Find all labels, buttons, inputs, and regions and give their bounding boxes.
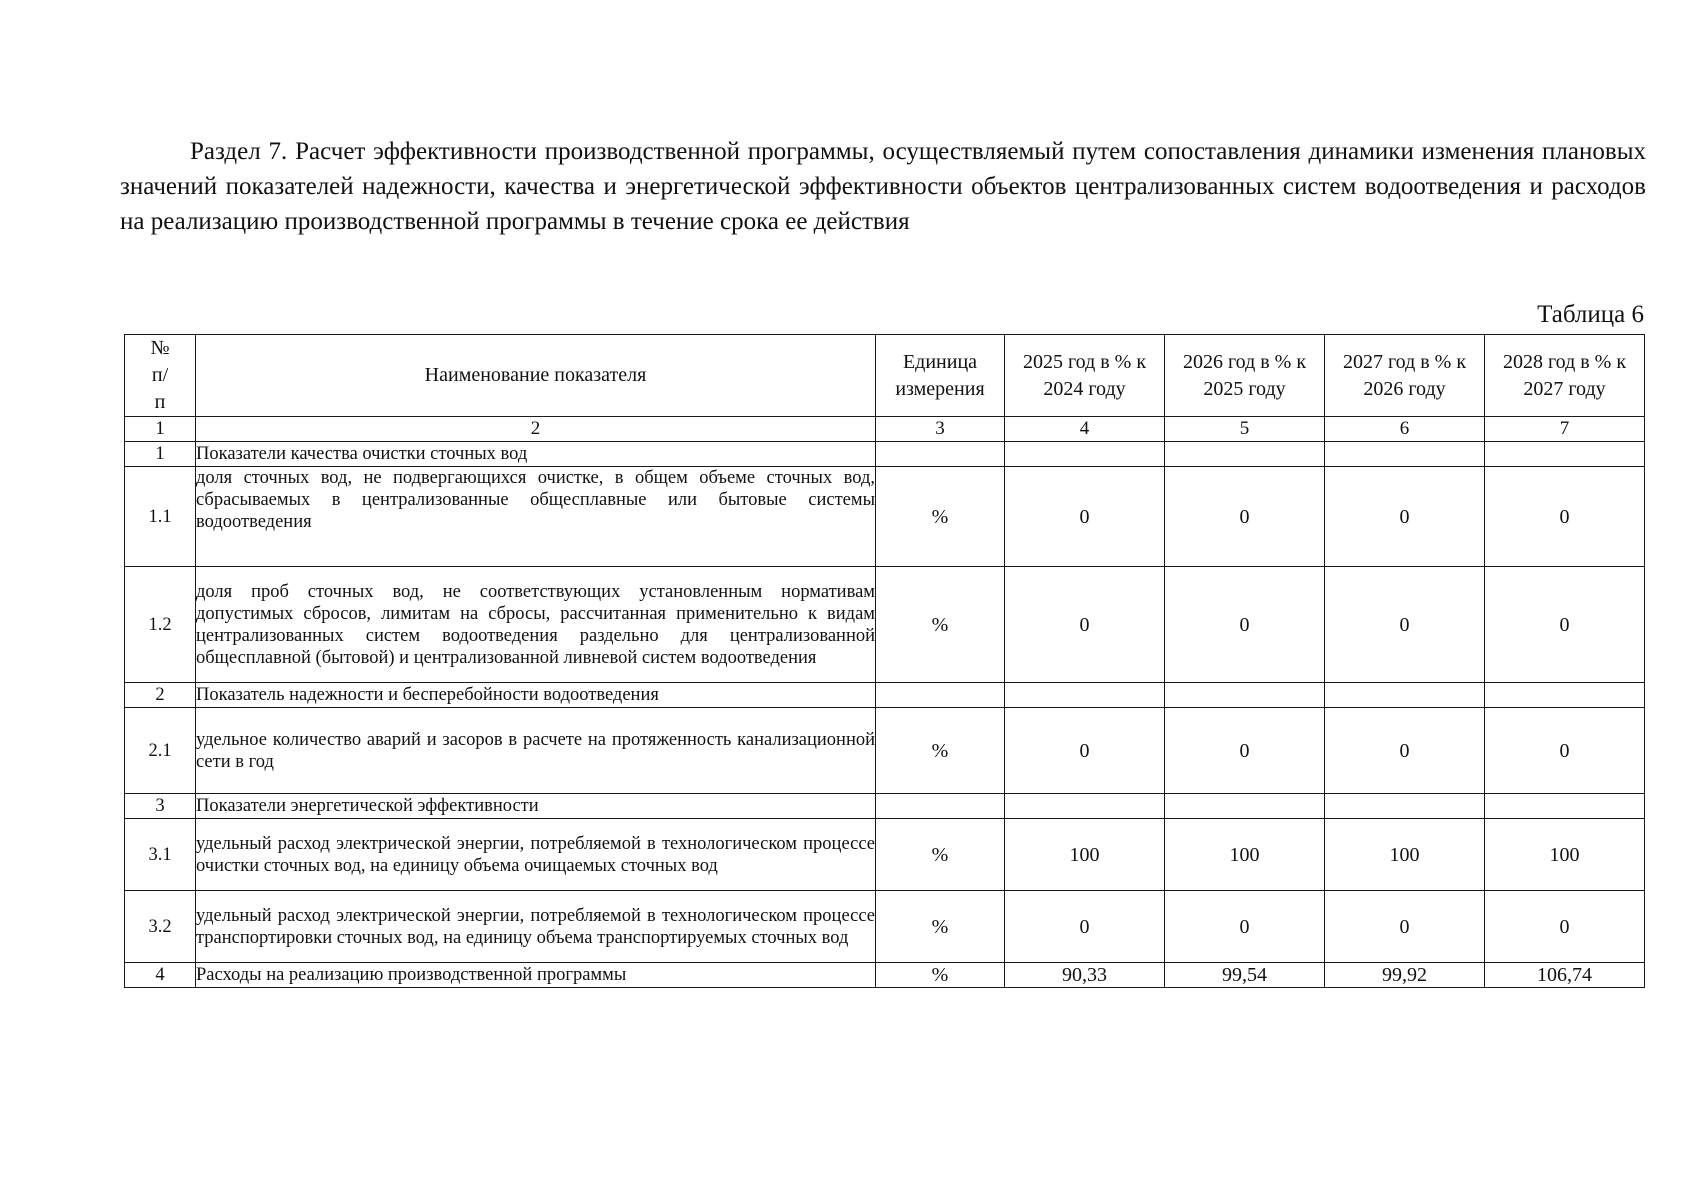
- row-number: 3.1: [125, 819, 196, 891]
- value-2025: 0: [1005, 708, 1165, 794]
- indicator-name: доля проб сточных вод, не соответствующих установленным нормативам допустимых сбросов, лимитам на сбросы, рассчитанная применительно к видам централизованных систем водоотведения раздельно для централизованной общесплавной (бытовой) и централизованной ливневой систем водоотведения: [196, 567, 876, 683]
- table-row: [125, 963, 1645, 988]
- value-2027: 0: [1325, 467, 1485, 567]
- value-2025: [1005, 683, 1165, 708]
- column-number: 6: [1325, 417, 1485, 442]
- value-2028: 0: [1485, 567, 1645, 683]
- indicator-name: доля сточных вод, не подвергающихся очистке, в общем объеме сточных вод, сбрасываемых в централизованные общесплавные или бытовые системы водоотведения: [196, 467, 876, 567]
- table-row: [125, 819, 1645, 891]
- header-2026: 2026 год в % к 2025 году: [1165, 335, 1325, 417]
- value-2026: [1165, 683, 1325, 708]
- indicator-name: Показатели качества очистки сточных вод: [196, 442, 876, 467]
- table-row: [125, 708, 1645, 794]
- value-2026: 99,54: [1165, 963, 1325, 988]
- header-2025: 2025 год в % к 2024 году: [1005, 335, 1165, 417]
- column-number: 5: [1165, 417, 1325, 442]
- unit-cell: %: [876, 891, 1005, 963]
- indicator-name: Показатель надежности и бесперебойности водоотведения: [196, 683, 876, 708]
- value-2028: 100: [1485, 819, 1645, 891]
- unit-cell: %: [876, 708, 1005, 794]
- column-number-row: [125, 417, 1645, 442]
- value-2028: [1485, 683, 1645, 708]
- unit-cell: [876, 442, 1005, 467]
- column-number: 7: [1485, 417, 1645, 442]
- header-2028: 2028 год в % к 2027 году: [1485, 335, 1645, 417]
- row-number: 1: [125, 442, 196, 467]
- value-2025: 90,33: [1005, 963, 1165, 988]
- row-number: 2: [125, 683, 196, 708]
- row-number: 2.1: [125, 708, 196, 794]
- table-caption: Таблица 6: [1537, 301, 1644, 328]
- row-number: 1.1: [125, 467, 196, 567]
- row-number: 3.2: [125, 891, 196, 963]
- row-number: 1.2: [125, 567, 196, 683]
- unit-cell: %: [876, 467, 1005, 567]
- value-2027: 99,92: [1325, 963, 1485, 988]
- table-row-section: [125, 683, 1645, 708]
- column-number: 2: [196, 417, 876, 442]
- header-name: Наименование показателя: [196, 335, 876, 417]
- unit-cell: [876, 683, 1005, 708]
- value-2026: [1165, 794, 1325, 819]
- table-row-section: [125, 794, 1645, 819]
- table-row: [125, 467, 1645, 567]
- indicator-name: удельное количество аварий и засоров в расчете на протяженность канализационной сети в год: [196, 708, 876, 794]
- value-2026: 0: [1165, 891, 1325, 963]
- column-number: 1: [125, 417, 196, 442]
- indicators-table: [124, 334, 1645, 988]
- value-2028: 106,74: [1485, 963, 1645, 988]
- unit-cell: %: [876, 567, 1005, 683]
- value-2027: 0: [1325, 567, 1485, 683]
- indicator-name: удельный расход электрической энергии, потребляемой в технологическом процессе очистки сточных вод, на единицу объема очищаемых сточных вод: [196, 819, 876, 891]
- value-2027: 0: [1325, 708, 1485, 794]
- value-2026: 100: [1165, 819, 1325, 891]
- column-number: 3: [876, 417, 1005, 442]
- value-2028: 0: [1485, 708, 1645, 794]
- value-2025: [1005, 442, 1165, 467]
- value-2027: 0: [1325, 891, 1485, 963]
- header-row: [125, 335, 1645, 417]
- row-number: 3: [125, 794, 196, 819]
- unit-cell: %: [876, 819, 1005, 891]
- value-2028: [1485, 442, 1645, 467]
- header-unit: Единица измерения: [876, 335, 1005, 417]
- column-number: 4: [1005, 417, 1165, 442]
- value-2026: 0: [1165, 467, 1325, 567]
- table-row-section: [125, 442, 1645, 467]
- value-2026: 0: [1165, 708, 1325, 794]
- value-2025: 0: [1005, 467, 1165, 567]
- value-2025: 100: [1005, 819, 1165, 891]
- value-2028: 0: [1485, 891, 1645, 963]
- unit-cell: %: [876, 963, 1005, 988]
- value-2027: [1325, 442, 1485, 467]
- value-2025: 0: [1005, 567, 1165, 683]
- value-2026: 0: [1165, 567, 1325, 683]
- value-2025: [1005, 794, 1165, 819]
- section-heading: Раздел 7. Расчет эффективности производственной программы, осуществляемый путем сопоставления динамики изменения плановых значений показателей надежности, качества и энергетической эффективности объектов централизованных систем водоотведения и расходов на реализацию производственной программы в течение срока ее действия: [120, 138, 1646, 235]
- value-2026: [1165, 442, 1325, 467]
- value-2028: 0: [1485, 467, 1645, 567]
- value-2027: 100: [1325, 819, 1485, 891]
- unit-cell: [876, 794, 1005, 819]
- header-2027: 2027 год в % к 2026 году: [1325, 335, 1485, 417]
- value-2027: [1325, 794, 1485, 819]
- row-number: 4: [125, 963, 196, 988]
- value-2027: [1325, 683, 1485, 708]
- table-row: [125, 567, 1645, 683]
- indicator-name: удельный расход электрической энергии, потребляемой в технологическом процессе транспортировки сточных вод, на единицу объема транспортируемых сточных вод: [196, 891, 876, 963]
- value-2025: 0: [1005, 891, 1165, 963]
- header-no: № п/п: [125, 335, 196, 417]
- indicator-name: Показатели энергетической эффективности: [196, 794, 876, 819]
- value-2028: [1485, 794, 1645, 819]
- indicator-name: Расходы на реализацию производственной программы: [196, 963, 876, 988]
- table-row: [125, 891, 1645, 963]
